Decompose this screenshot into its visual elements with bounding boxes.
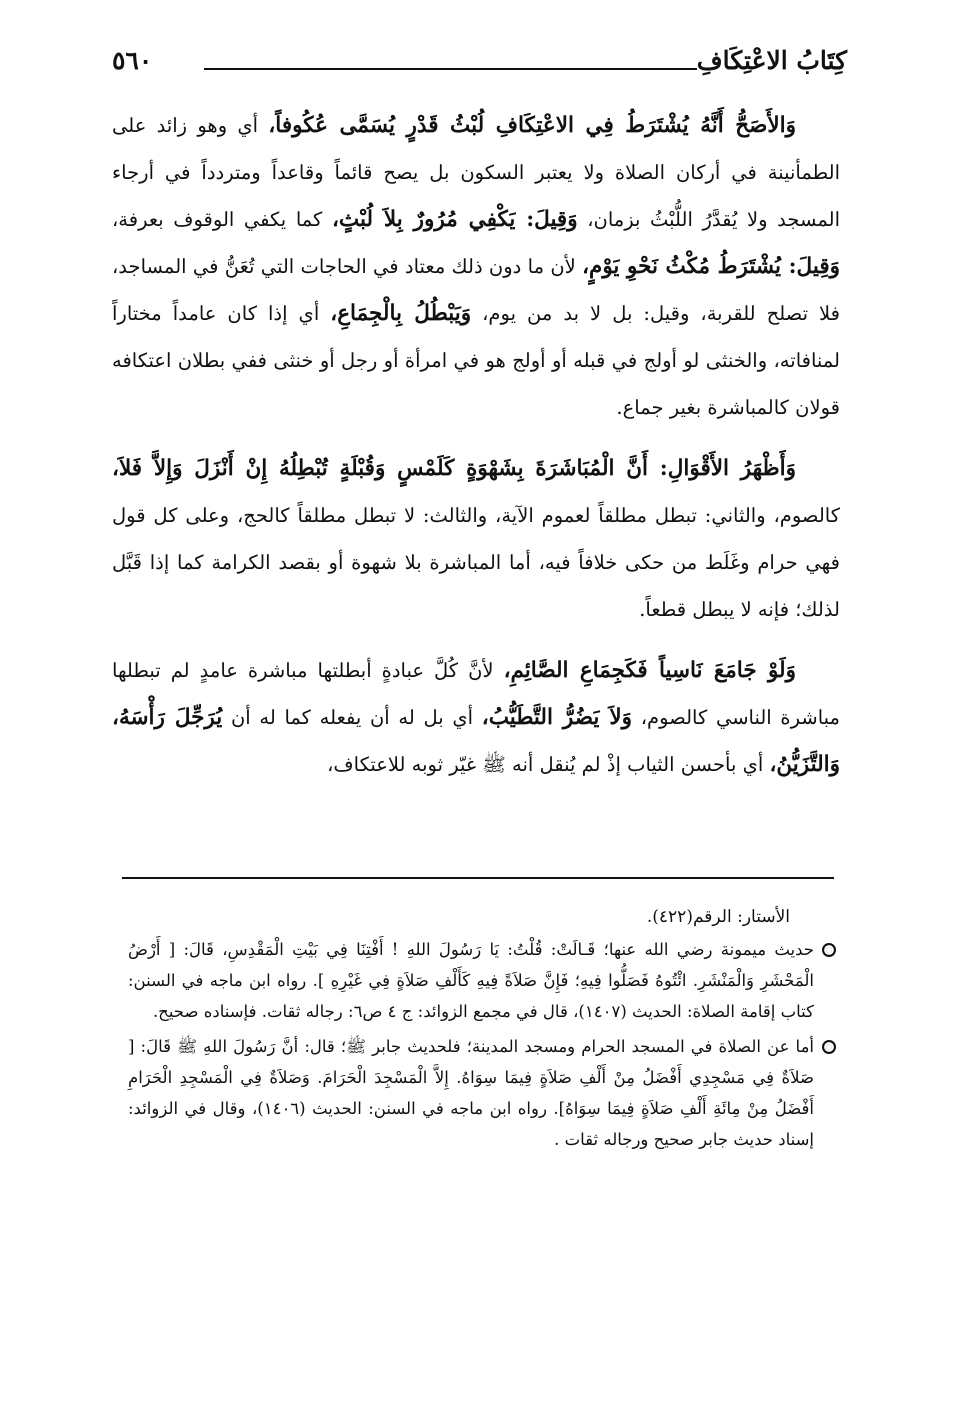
sharh-text: أي بل له أن يفعله كما له أن	[222, 706, 482, 729]
footnote-separator	[122, 877, 834, 879]
matn-text: وَالأَصَحُّ أَنَّهُ يُشْتَرَطُ فِي الاعْتِكَافِ لُبْثُ قَدْرٍ يُسَمَّى عُكُوفاً،	[268, 113, 796, 138]
sharh-text: لأن ما دون ذلك معتاد في الحاجات التي تُعَنُّ في المساجد، فلا تصلح للقربة، وقيل: بل لا بد من يوم،	[112, 255, 841, 325]
footnote-1	[128, 934, 830, 1027]
footnote-text: أما عن الصلاة في المسجد الحرام ومسجد المدينة؛ فلحديث جابر ﷺ؛ قال: أنَّ رَسُولَ اللهِ ﷺ قَالَ: [ صَلاَةٌ فِي مَسْجِدِي أَفْضَلُ مِنْ أَلْفِ صَلاَةٍ فِيمَا سِوَاهُ. إِلاَّ الْمَسْجِدَ الْحَرَامَ. وَصَلاَةٌ فِي الْمَسْجِدِ الْحَرَامِ أَفْضَلُ مِنْ مِائَةِ أَلْفِ صَلاَةٍ فِيمَا سِوَاهُ]. رواه ابن ماجه في السنن: الحديث (١٤٠٦)، وقال في الزوائد: إسناد حديث جابر صحيح ورجاله ثقات .	[128, 1037, 814, 1149]
running-header	[112, 44, 847, 84]
footnotes	[128, 902, 830, 1159]
footnote-bullet-icon	[822, 943, 836, 957]
paragraph-1	[112, 102, 840, 431]
matn-text: وَلَوْ جَامَعَ نَاسِياً فَكَجِمَاعِ الصَّائِمِ،	[503, 658, 796, 683]
sharh-text: أي وهو زائد على الطمأنينة في أركان الصلاة ولا يعتبر السكون بل يصح قائماً وقاعداً ومتردداً في أرجاء المسجد ولا يُقدَّرُ اللُّبْثُ بزمان،	[112, 114, 841, 231]
footnote-bullet-icon	[822, 1040, 836, 1054]
main-text	[112, 102, 840, 802]
chapter-title: كِتَابُ الاعْتِكَافِ	[696, 46, 847, 75]
paragraph-3	[112, 647, 840, 788]
matn-text: وَلاَ يَضُرُّ التَّطَيُّبُ،	[481, 705, 633, 730]
header-rule	[204, 68, 697, 70]
footnote-2	[128, 1031, 830, 1155]
footnote-text: حديث ميمونة رضي الله عنها؛ قَـالَتْ: قُلْتُ: يَا رَسُولَ اللهِ ! أَفْتِنَا فِي بَيْتِ الْمَقْدِسِ، قَالَ: [ أَرْضُ الْمَحْشَرِ وَالْمَنْشَرِ. ائْتُوهُ فَصَلُّوا فِيهِ؛ فَإِنَّ صَلاَةً فِيهِ كَأَلْفِ صَلاَةٍ فِي غَيْرِهِ ]. رواه ابن ماجه في السنن: كتاب إقامة الصلاة: الحديث (١٤٠٧)، قال في مجمع الزوائد: ج ٤ ص٦: رجاله ثقات. فإسناده صحيح.	[128, 940, 814, 1021]
sharh-text: لأنَّ كُلَّ عبادةٍ أبطلتها مباشرة عامدٍ لم تبطلها مباشرة الناسي كالصوم،	[112, 659, 841, 729]
matn-text: وَقِيلَ: يُشْتَرَطُ مُكْثُ نَحْوِ يَوْمٍ،	[582, 254, 840, 279]
sharh-text: أي بأحسن الثياب إذْ لم يُنقل أنه ﷺ غيّر ثوبه للاعتكاف،	[327, 753, 770, 776]
page-number: ٥٦٠	[112, 46, 153, 75]
matn-text: وَيَبْطُلُ بِالْجِمَاعِ،	[330, 301, 472, 326]
matn-text: وَقِيلَ: يَكْفِي مُرُورٌ بِلاَ لُبْثٍ،	[331, 207, 578, 232]
matn-text: وَأَظْهَرُ الأَقْوَالِ: أَنَّ الْمُبَاشَرَةَ بِشَهْوَةٍ كَلَمْسٍ وَقُبْلَةٍ تُبْطِلُهُ إِنْ أَنْزَلَ وَإِلاَّ فَلاَ،	[112, 456, 796, 481]
sharh-text: كالصوم، والثاني: تبطل مطلقاً لعموم الآية، والثالث: لا تبطل مطلقاً كالحج، وعلى كل قول فهي حرام وغَلَط من حكى خلافاً فيه، أما المباشرة بلا شهوة أو بقصد الكرامة كما إذا قَبَّل لذلك؛ فإنه لا يبطل قطعاً.	[112, 504, 840, 621]
footnote-continuation: الأستار: الرقم(٤٢٢).	[646, 907, 790, 927]
matn-text: يُرَجِّلَ رَأْسَهُ، وَالتَّزَيُّنُ،	[112, 705, 840, 777]
sharh-text: أي إذا كان عامداً مختاراً لمنافاته، والخنثى لو أولج في قبله أو أولج هو في امرأة أو رجل أو خنثى ففي بطلان اعتكافه قولان كالمباشرة بغير جماع.	[112, 302, 840, 419]
sharh-text: كما يكفي الوقوف بعرفة،	[112, 208, 332, 231]
paragraph-2	[112, 445, 840, 633]
